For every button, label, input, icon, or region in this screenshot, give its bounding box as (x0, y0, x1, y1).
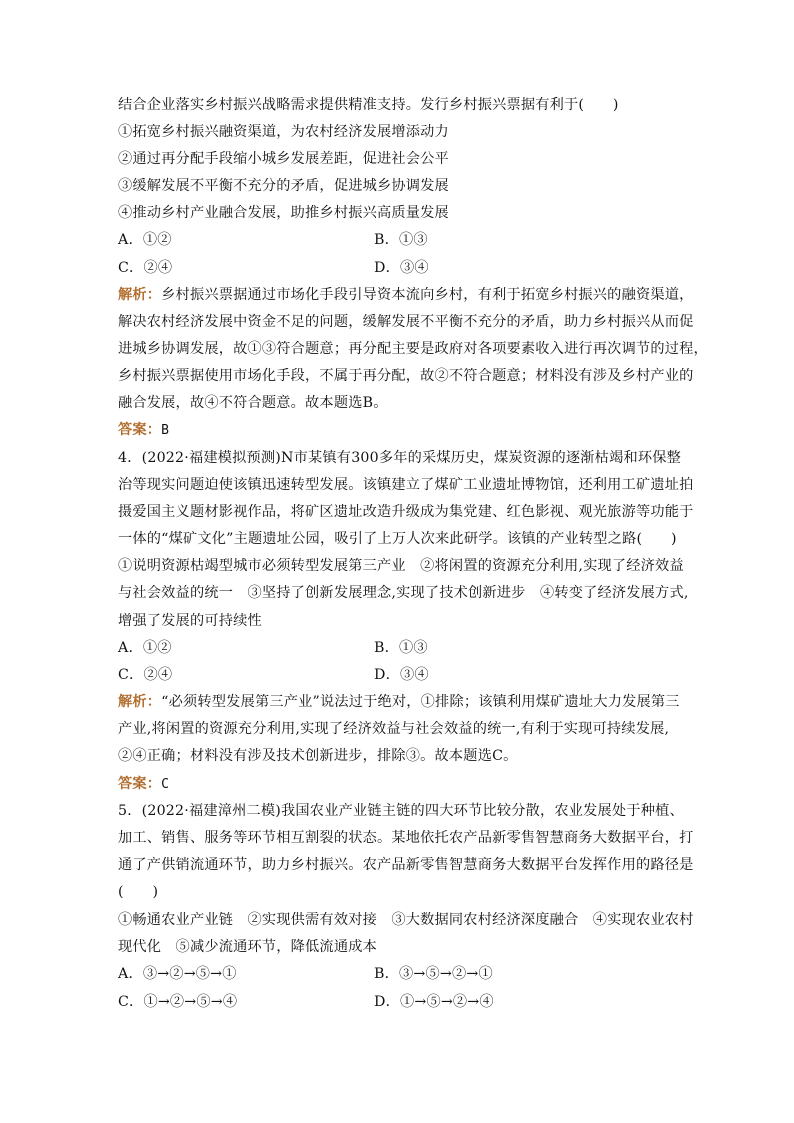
q3-item-2: ②通过再分配手段缩小城乡发展差距，促进社会公平 (118, 151, 449, 167)
q3-analysis-text-1: 乡村振兴票据通过市场化手段引导资本流向乡村，有利于拓宽乡村振兴的融资渠道， (161, 287, 694, 303)
q3-item-4: ④推动乡村产业融合发展，助推乡村振兴高质量发展 (118, 205, 449, 221)
q4-option-d: D．③④ (374, 667, 429, 683)
q4-answer-label: 答案： (118, 776, 162, 792)
q4-analysis-line-3: ②④正确；材料没有涉及技术创新进步，排除③。故本题选C。 (118, 748, 518, 764)
q5-option-d: D．①→⑤→②→④ (374, 994, 494, 1010)
q5-items-line-2: 现代化 ⑤减少流通环节，降低流通成本 (118, 939, 377, 955)
q3-stem-tail: 结合企业落实乡村振兴战略需求提供精准支持。发行乡村振兴票据有利于( ) (118, 97, 619, 113)
q4-option-b: B．①③ (374, 640, 428, 656)
q3-item-1: ①拓宽乡村振兴融资渠道，为农村经济发展增添动力 (118, 124, 449, 140)
q4-stem-line-4: 一体的“煤矿文化”主题遗址公园，吸引了上万人次来此研学。该镇的产业转型之路( ) (118, 531, 677, 547)
q4-items-line-2: 与社会效益的统一 ③坚持了创新发展理念,实现了技术创新进步 ④转变了经济发展方式, (118, 585, 689, 601)
q4-stem-line-2: 治等现实问题迫使该镇迅速转型发展。该镇建立了煤矿工业遗址博物馆，还利用工矿遗址拍 (118, 477, 694, 493)
q5-option-c: C．①→②→⑤→④ (118, 994, 238, 1010)
q4-option-c: C．②④ (118, 667, 173, 683)
q5-option-a: A．③→②→⑤→① (118, 966, 237, 982)
q3-analysis-line-5: 融合发展，故④不符合题意。故本题选B。 (118, 395, 388, 411)
q3-analysis-line-3: 进城乡协调发展，故①③符合题意；再分配主要是政府对各项要素收入进行再次调节的过程， (118, 341, 708, 357)
q5-stem-line-2: 加工、销售、服务等环节相互割裂的状态。某地依托农产品新零售智慧商务大数据平台，打 (118, 830, 694, 846)
q3-answer-label: 答案： (118, 422, 162, 438)
q3-option-a: A．①② (118, 232, 172, 248)
q3-analysis-line-2: 解决农村经济发展中资金不足的问题，缓解发展不平衡不充分的矛盾，助力乡村振兴从而促 (118, 314, 694, 330)
q3-option-d: D．③④ (374, 260, 429, 276)
q3-answer (118, 420, 678, 441)
q3-answer-value: B (161, 423, 170, 438)
q3-item-3: ③缓解发展不平衡不充分的矛盾，促进城乡协调发展 (118, 178, 449, 194)
q4-analysis-line-2: 产业,将闲置的资源充分利用,实现了经济效益与社会效益的统一,有利于实现可持续发展, (118, 721, 670, 737)
q5-stem-line-4: ( ) (118, 884, 159, 900)
q4-answer (118, 774, 678, 795)
q4-analysis-line-1 (118, 692, 678, 712)
q5-stem-line-1: 5．(2022·福建漳州二模)我国农业产业链主链的四大环节比较分散，农业发展处于种植、 (118, 803, 684, 819)
q3-option-b: B．①③ (374, 232, 428, 248)
q4-items-line-3: 增强了发展的可持续性 (118, 613, 262, 629)
q5-option-b: B．③→⑤→②→① (374, 966, 493, 982)
q3-analysis-label: 解析： (118, 287, 162, 303)
q3-analysis-line-1 (118, 285, 694, 305)
q4-analysis-text-1: “必须转型发展第三产业”说法过于绝对，①排除；该镇利用煤矿遗址大力发展第三 (161, 694, 680, 710)
q4-stem-line-1: 4．(2022·福建模拟预测)N市某镇有300多年的采煤历史，煤炭资源的逐渐枯竭和环保整 (118, 450, 682, 466)
q5-stem-line-3: 通了产供销流通环节，助力乡村振兴。农产品新零售智慧商务大数据平台发挥作用的路径是 (118, 857, 694, 873)
q4-answer-value: C (161, 777, 170, 792)
q5-items-line-1: ①畅通农业产业链 ②实现供需有效对接 ③大数据同农村经济深度融合 ④实现农业农村 (118, 912, 694, 928)
q3-analysis-line-4: 乡村振兴票据使用市场化手段，不属于再分配，故②不符合题意；材料没有涉及乡村产业的 (118, 368, 694, 384)
q4-stem-line-3: 摄爱国主义题材影视作品，将矿区遗址改造升级成为集党建、红色影视、观光旅游等功能于 (118, 504, 694, 520)
q4-items-line-1: ①说明资源枯竭型城市必须转型发展第三产业 ②将闲置的资源充分利用,实现了经济效益 (118, 558, 684, 574)
q3-option-c: C．②④ (118, 260, 173, 276)
q4-option-a: A．①② (118, 640, 172, 656)
q4-analysis-label: 解析： (118, 694, 162, 710)
